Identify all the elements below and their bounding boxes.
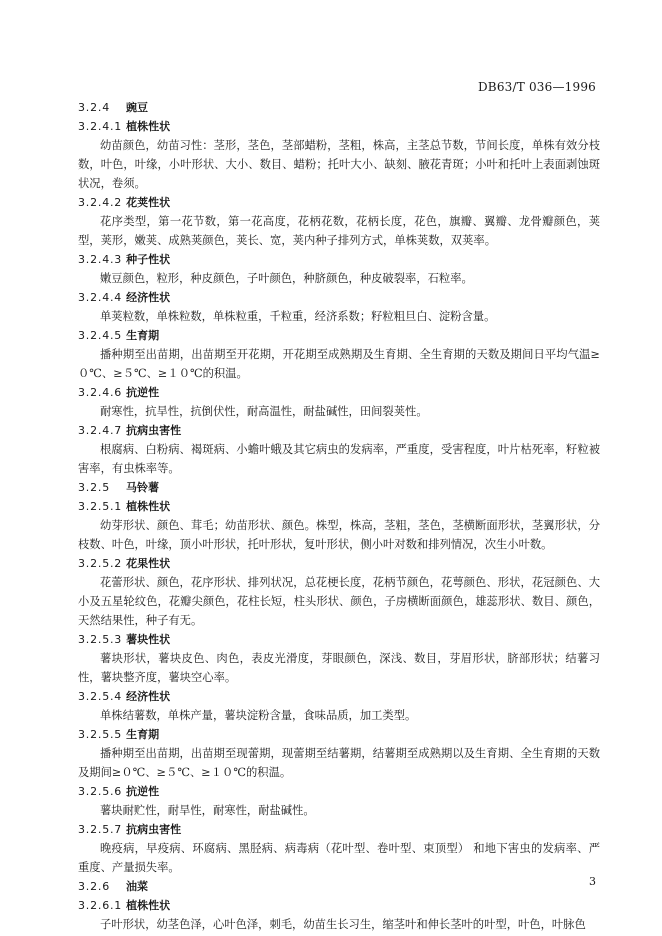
section-heading: [78, 820, 600, 839]
section-title: 抗病虫害性: [126, 823, 182, 836]
section-paragraph: 耐寒性，抗旱性，抗倒伏性，耐高温性，耐盐碱性，田间裂荚性。: [100, 405, 428, 418]
section-paragraph: 花蕾形状、颜色，花序形状、排列状况，总花梗长度，花柄节颜色，花萼颜色、形状，花冠颜色、大小及五星轮纹色，花瓣尖颜色，花柱长短，柱头形状、颜色，子房横断面颜色，雄蕊形状、数目、颜色，天然结果性，种子有无。: [78, 576, 600, 627]
section-paragraph: 花序类型，第一花节数，第一花高度，花柄花数，花柄长度，花色，旗瓣、翼瓣、龙骨瓣颜色，荚型，荚形，嫩荚、成熟荚颜色，荚长、宽，荚内种子排列方式，单株荚数，双荚率。: [78, 215, 600, 247]
section-number: 3.2.6.1: [78, 899, 123, 912]
section-heading: [78, 117, 600, 136]
section-heading: [78, 725, 600, 744]
section-paragraph: 幼芽形状、颜色、茸毛；幼苗形状、颜色。株型，株高，茎粗，茎色，茎横断面形状，茎翼形状，分枝数、叶色，叶缘，顶小叶形状，托叶形状，复叶形状，侧小叶对数和排列情况，次生小叶数。: [78, 519, 600, 551]
section-paragraph: 子叶形状，幼茎色泽，心叶色泽，刺毛，幼苗生长习生，缩茎叶和伸长茎叶的叶型，叶色，叶脉色: [100, 918, 586, 931]
section-title: 抗逆性: [126, 386, 160, 399]
section-title: 植株性状: [126, 120, 171, 133]
section-number: 3.2.5.6: [78, 785, 123, 798]
section-title: 花果性状: [126, 557, 171, 570]
section-title: 生育期: [126, 329, 160, 342]
section-title: 经济性状: [126, 690, 171, 703]
section-paragraph: 播种期至出苗期，出苗期至现蕾期，现蕾期至结薯期，结薯期至成熟期以及生育期、全生育期的天数及期间≥０℃、≥５℃、≥１０℃的积温。: [78, 747, 600, 779]
section-title: 植株性状: [126, 899, 171, 912]
section-title: 植株性状: [126, 500, 171, 513]
section-number: 3.2.4.6: [78, 386, 123, 399]
section-heading: [78, 478, 600, 497]
section-number: 3.2.5.5: [78, 728, 123, 741]
section-title: 薯块性状: [126, 633, 171, 646]
section-title: 豌豆: [126, 101, 148, 114]
section-heading: [78, 782, 600, 801]
section-number: 3.2.4.2: [78, 196, 123, 209]
section-heading: [78, 630, 600, 649]
section-heading: [78, 554, 600, 573]
section-number: 3.2.4: [78, 101, 110, 114]
section-title: 马铃薯: [126, 481, 159, 494]
section-paragraph: 薯块形状，薯块皮色、肉色，表皮光滑度，芽眼颜色，深浅、数目，芽眉形状，脐部形状；结薯习性，薯块整齐度，薯块空心率。: [78, 652, 600, 684]
section-heading: [78, 877, 600, 896]
section-number: 3.2.4.3: [78, 253, 123, 266]
document-code: DB63/T 036—1996: [477, 80, 596, 94]
section-paragraph: 播种期至出苗期，出苗期至开花期，开花期至成熟期及生育期、全生育期的天数及期间日平均气温≥０℃、≥５℃、≥１０℃的积温。: [78, 348, 600, 380]
section-heading: [78, 896, 600, 915]
section-paragraph: 嫩豆颜色，粒形，种皮颜色，子叶颜色，种脐颜色，种皮破裂率，石粒率。: [100, 272, 473, 285]
section-heading: [78, 193, 600, 212]
section-paragraph: 晚疫病，早疫病、环腐病、黑胫病、病毒病（花叶型、卷叶型、束顶型） 和地下害虫的发病率、严重度、产量损失率。: [78, 842, 600, 874]
section-number: 3.2.5.7: [78, 823, 123, 836]
section-heading: [78, 687, 600, 706]
section-title: 抗逆性: [126, 785, 160, 798]
section-paragraph: 单株结薯数，单株产量，薯块淀粉含量，食味品质，加工类型。: [100, 709, 417, 722]
section-number: 3.2.4.7: [78, 424, 123, 437]
section-title: 经济性状: [126, 291, 171, 304]
section-heading: [78, 326, 600, 345]
section-heading: [78, 288, 600, 307]
section-number: 3.2.5: [78, 481, 110, 494]
section-heading: [78, 250, 600, 269]
section-title: 种子性状: [126, 253, 171, 266]
section-paragraph: 根腐病、白粉病、褐斑病、小蟾叶蛾及其它病虫的发病率，严重度，受害程度，叶片枯死率，籽粒被害率，有虫株率等。: [78, 443, 600, 475]
section-title: 花荚性状: [126, 196, 171, 209]
section-heading: [78, 497, 600, 516]
section-paragraph: 幼苗颜色，幼苗习性：茎形，茎色，茎部蜡粉，茎粗，株高，主茎总节数，节间长度，单株有效分枝数，叶色，叶缘，小叶形状、大小、数目、蜡粉；托叶大小、缺刻、腋花青斑；小叶和托叶上表面剥蚀斑状况，卷须。: [78, 139, 600, 190]
section-number: 3.2.5.4: [78, 690, 123, 703]
section-title: 生育期: [126, 728, 160, 741]
section-heading: [78, 98, 600, 117]
section-paragraph: 单荚粒数，单株粒数，单株粒重，千粒重，经济系数；籽粒粗旦白、淀粉含量。: [100, 310, 496, 323]
page-number: 3: [589, 875, 596, 888]
section-title: 油菜: [126, 880, 148, 893]
section-paragraph: 薯块耐贮性，耐旱性，耐寒性，耐盐碱性。: [100, 804, 315, 817]
document-body: [78, 98, 600, 934]
section-number: 3.2.5.2: [78, 557, 123, 570]
section-heading: [78, 383, 600, 402]
section-title: 抗病虫害性: [126, 424, 182, 437]
section-number: 3.2.4.5: [78, 329, 123, 342]
section-number: 3.2.4.4: [78, 291, 123, 304]
section-heading: [78, 421, 600, 440]
section-number: 3.2.5.3: [78, 633, 123, 646]
section-number: 3.2.5.1: [78, 500, 123, 513]
section-number: 3.2.4.1: [78, 120, 123, 133]
section-number: 3.2.6: [78, 880, 110, 893]
